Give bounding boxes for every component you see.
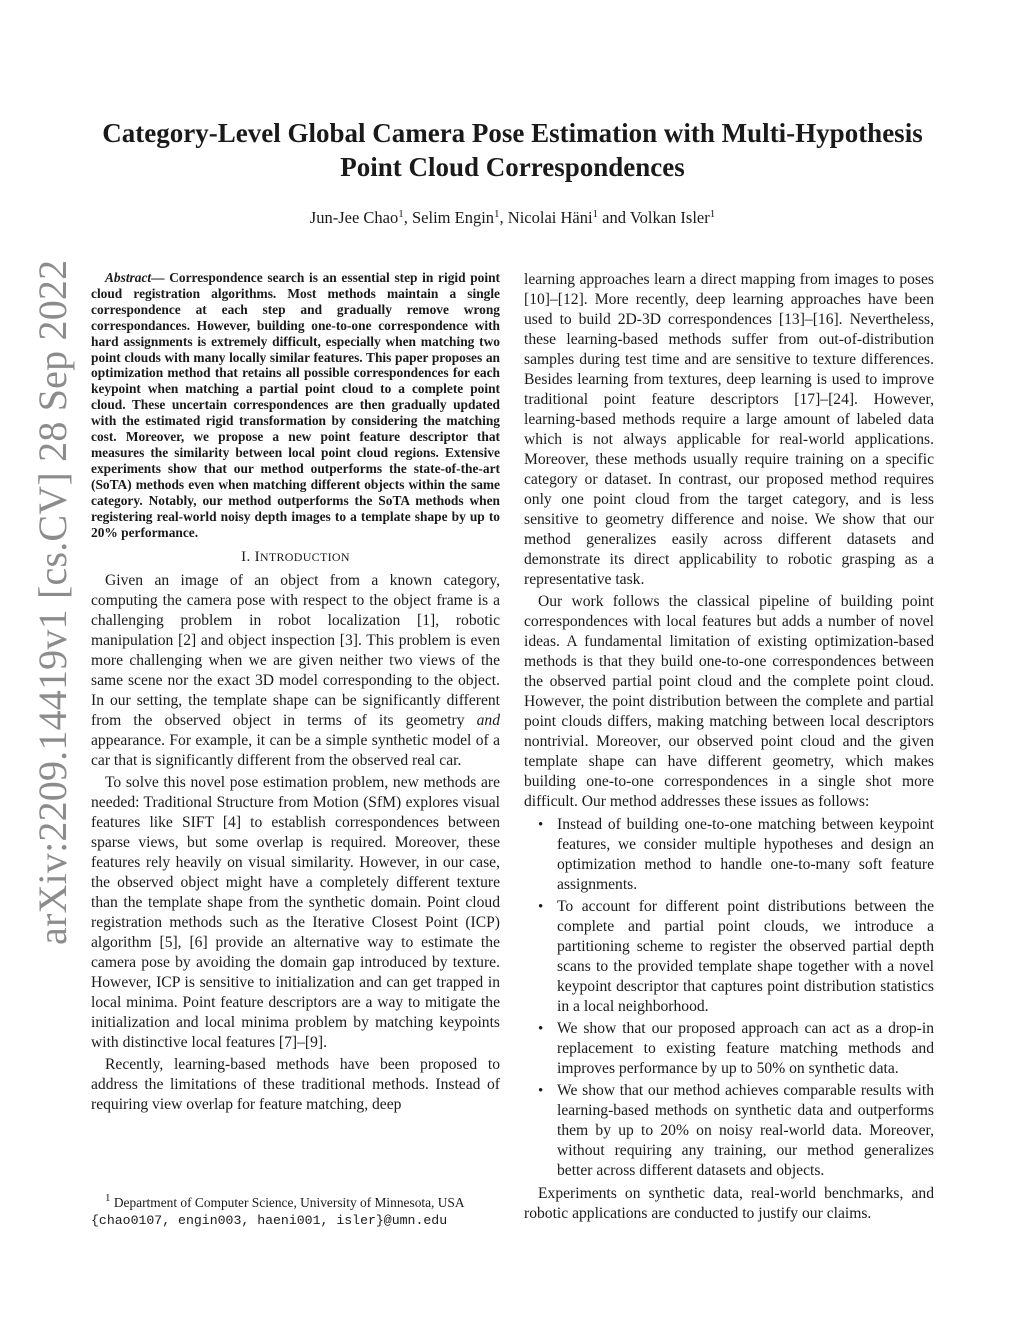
author-separator: , <box>499 208 508 227</box>
author-list <box>60 208 965 228</box>
abstract-text: Correspondence search is an essential step in rigid point cloud registration algorithms. Most methods maintain a single correspondence at each step and gradually remove wrong correspondances. However, building one-to-one correspondence with hard assignments is extremely difficult, especially when matching two point clouds with many locally similar features. This paper proposes an optimization method that retains all possible correspondences for each keypoint when matching a partial point cloud to a complete point cloud. These uncertain correspondences are then gradually updated with the estimated rigid transformation by considering the matching cost. Moreover, we propose a new point feature descriptor that measures the similarity between local point cloud regions. Extensive experiments show that our method outperforms the state-of-the-art (SoTA) methods even when matching different objects within the same category. Notably, our method outperforms the SoTA methods when registering real-world noisy depth images to a template shape by up to 20% performance. <box>91 270 500 540</box>
intro-p1-text: Given an image of an object from a known category, computing the camera pose with respect to the object frame is a challenging problem in robot localization [1], robotic manipulation [2] and object inspection [3]. This problem is even more challenging when we are given neither two views of the same scene nor the exact 3D model corresponding to the object. In our setting, the template shape can be significantly different from the observed object in terms of its geometry <box>91 572 500 730</box>
author-name: Jun-Jee Chao <box>309 208 399 227</box>
abstract-dash: — <box>151 270 165 285</box>
abstract <box>91 270 500 540</box>
arxiv-identifier[interactable]: arXiv:2209.14419v1 [cs.CV] 28 Sep 2022 <box>30 259 75 945</box>
intro-paragraph-1 <box>91 571 500 771</box>
section-title-first-letter: I <box>254 549 260 566</box>
intro-p1-text-end: appearance. For example, it can be a simple synthetic model of a car that is significantly different from the observed real car. <box>91 732 500 770</box>
title-line-1: Category-Level Global Camera Pose Estimation with Multi-Hypothesis <box>102 118 923 148</box>
abstract-label: Abstract <box>105 270 152 285</box>
intro-paragraph-3: Recently, learning-based methods have been proposed to address the limitations of these traditional methods. Instead of requiring view overlap for feature matching, deep <box>91 1056 500 1114</box>
author-separator: , <box>403 208 412 227</box>
footnote-mark: 1 <box>105 1192 111 1204</box>
list-item: • We show that our method achieves comparable results with learning-based methods on synthetic data and outperforms them by up to 20% on noisy real-world data. Moreover, without requiring any training, our method generalizes better across different datasets and objects. <box>524 1081 934 1181</box>
contribution-list <box>524 815 934 1181</box>
paper-title <box>60 116 965 184</box>
affiliation-mark: 1 <box>592 208 599 220</box>
footnote <box>91 1194 500 1230</box>
affiliation-mark: 1 <box>494 208 500 220</box>
intro-p1-emphasis: and <box>476 712 500 730</box>
list-item: • Instead of building one-to-one matching between keypoint features, we consider multiple hypotheses and design an optimization method to handle one-to-many soft feature assignments. <box>524 815 934 895</box>
affiliation-mark: 1 <box>398 208 404 220</box>
right-column <box>524 270 934 1224</box>
right-paragraph-1: learning approaches learn a direct mapping from images to poses [10]–[12]. More recently, deep learning approaches have been used to build 2D-3D correspondences [13]–[16]. Nevertheless, these learning-based methods suffer from out-of-distribution samples during test time and are sensitive to texture differences. Besides learning from textures, deep learning is used to improve traditional point feature descriptors [17]–[24]. However, learning-based methods require a large amount of labeled data which is not always applicable for real-world applications. Moreover, these methods usually require training on a specific category or dataset. In contrast, our proposed method requires only one point cloud from the target category, and is less sensitive to geometry difference and noise. We show that our method generalizes easily across different datasets and demonstrate its direct applicability to robotic grasping as a representative task. <box>524 271 934 588</box>
section-title-rest: NTRODUCTION <box>259 550 350 565</box>
affiliation-mark: 1 <box>709 208 716 220</box>
author-separator: and <box>598 208 630 227</box>
author-name: Selim Engin <box>411 208 495 227</box>
title-line-2: Point Cloud Correspondences <box>340 152 685 182</box>
right-paragraph-3: Experiments on synthetic data, real-world benchmarks, and robotic applications are conducted to justify our claims. <box>524 1185 934 1222</box>
left-column <box>91 270 500 1115</box>
author-name: Nicolai Häni <box>507 208 593 227</box>
right-paragraph-2: Our work follows the classical pipeline of building point correspondences with local features but adds a number of novel ideas. A fundamental limitation of existing optimization-based methods is that they build one-to-one correspondences between the observed partial point cloud and the complete point cloud. However, the point distribution between the complete and partial point clouds differs, making matching between local descriptors nontrivial. Moreover, our observed point cloud and the given template shape can have different geometry, which makes building one-to-one correspondences in a single shot more difficult. Our method addresses these issues as follows: <box>524 593 934 810</box>
section-numeral: I. <box>241 549 251 566</box>
list-item: • We show that our proposed approach can act as a drop-in replacement to existing feature matching methods and improves performance by up to 50% on synthetic data. <box>524 1019 934 1079</box>
list-item: • To account for different point distributions between the complete and partial point clouds, we introduce a partitioning scheme to register the observed partial depth scans to the provided template shape together with a novel keypoint descriptor that captures point distribution statistics in a local neighborhood. <box>524 897 934 1017</box>
footnote-emails[interactable]: {chao0107, engin003, haeni001, isler}@umn.edu <box>91 1213 448 1228</box>
author-name: Volkan Isler <box>629 208 710 227</box>
footnote-affiliation <box>91 1194 500 1212</box>
section-heading-introduction <box>91 547 500 567</box>
intro-paragraph-2: To solve this novel pose estimation problem, new methods are needed: Traditional Structure from Motion (SfM) explores visual features like SIFT [4] to establish correspondences between sparse views, but some overlap is required. Moreover, these features rely heavily on visual similarity. However, in our case, the observed object might have a completely different texture than the template shape from the synthetic domain. Point cloud registration methods such as the Iterative Closest Point (ICP) algorithm [5], [6] provide an alternative way to estimate the camera pose by avoiding the domain gap introduced by texture. However, ICP is sensitive to initialization and can get trapped in local minima. Point feature descriptors are a way to mitigate the initialization and local minima problem by matching keypoints with distinctive local features [7]–[9]. <box>91 774 500 1052</box>
footnote-text: Department of Computer Science, University of Minnesota, USA <box>110 1195 465 1210</box>
